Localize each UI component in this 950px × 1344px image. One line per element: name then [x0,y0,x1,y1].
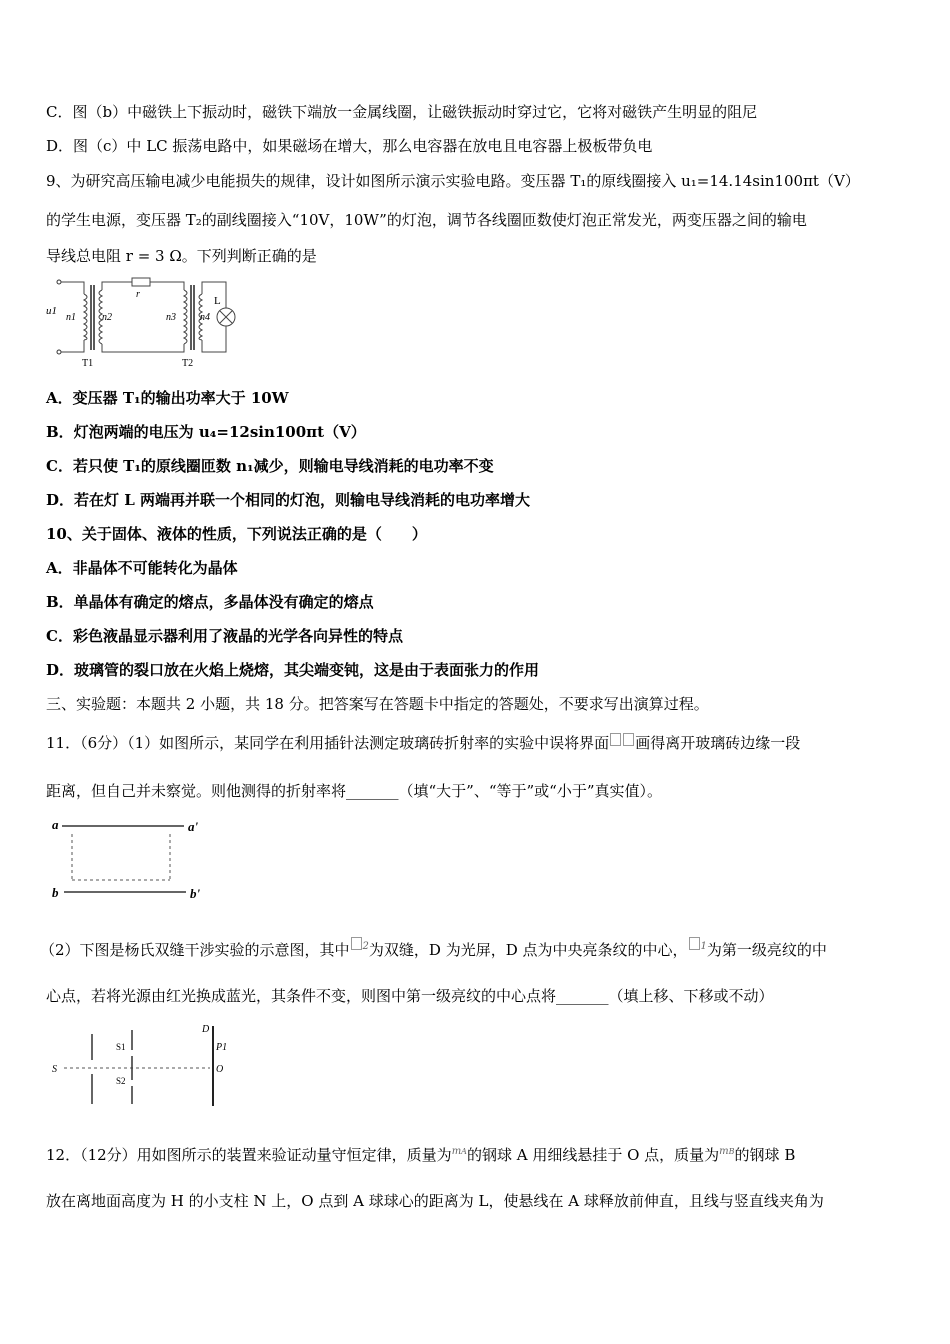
question-11-part-2-line-2: 心点，若将光源由红光换成蓝光，其条件不变，则图中第一级亮纹的中心点将_______（填上移、下移或不动） [46,987,774,1005]
question-11-part-2-line-1 [40,937,827,960]
label-a: a [52,817,59,832]
glyph-sub-a: A [461,1147,467,1156]
question-12-text-2: 的钢球 A 用细线悬挂于 O 点，质量为 [466,1146,720,1164]
question-9-line-1: 9、为研究高压输电减少电能损失的规律，设计如图所示演示实验电路。变压器 T₁的原线圈接入 u₁=14.14sin100πt（V） [46,172,860,190]
question-9-line-3: 导线总电阻 r = 3 Ω。下列判断正确的是 [46,247,317,265]
glyph-m-a: m [451,1146,462,1157]
question-10-option-c: C．彩色液晶显示器利用了液晶的光学各向异性的特点 [46,627,403,645]
placeholder-glyph [689,937,700,950]
question-11-text-1: 11．（6分）（1）如图所示，某同学在利用插针法测定玻璃砖折射率的实验中误将界面 [46,734,610,752]
label-t2: T2 [182,358,194,369]
label-s1: S1 [116,1042,126,1052]
label-n3: n3 [166,312,176,323]
question-10-option-a: A．非晶体不可能转化为晶体 [46,559,238,577]
placeholder-glyph [623,733,634,746]
question-11-text-2: 画得离开玻璃砖边缘一段 [635,734,801,752]
label-o: O [216,1064,224,1075]
transformer-circuit-figure [44,270,244,370]
label-t1: T1 [82,358,94,369]
glyph-sub-b: B [728,1147,735,1156]
question-12-line-1 [46,1142,795,1165]
label-b-prime: b' [190,886,201,901]
question-9-option-b: B．灯泡两端的电压为 u₄=12sin100πt（V） [46,423,366,441]
label-s: S [52,1064,57,1075]
option-d-lc-circuit: D．图（c）中 LC 振荡电路中，如果磁场在增大，那么电容器在放电且电容器上极板带负电 [46,137,653,155]
question-9-option-d: D．若在灯 L 两端再并联一个相同的灯泡，则输电导线消耗的电功率增大 [46,491,531,509]
label-a-prime: a' [188,819,199,834]
label-n4: n4 [200,312,210,323]
glyph-m-b: m [719,1146,729,1157]
question-12-line-2: 放在离地面高度为 H 的小支柱 N 上，O 点到 A 球球心的距离为 L，使悬线在 A 球释放前伸直，且线与竖直线夹角为 [46,1192,824,1210]
label-p1: P1 [216,1042,228,1053]
question-11-part-2-text-1: （2）下图是杨氏双缝干涉实验的示意图，其中 [40,941,350,959]
question-12-text-1: 12．（12分）用如图所示的装置来验证动量守恒定律，质量为 [46,1146,452,1164]
section-3-heading: 三、实验题：本题共 2 小题，共 18 分。把答案写在答题卡中指定的答题处，不要求写出演算过程。 [46,695,709,713]
label-d: D [202,1024,210,1035]
question-10-option-b: B．单晶体有确定的熔点，多晶体没有确定的熔点 [46,593,374,611]
question-9-option-a: A．变压器 T₁的输出功率大于 10W [46,389,289,407]
question-9-line-2: 的学生电源，变压器 T₂的副线圈接入“10V，10W”的灯泡，调节各线圈匝数使灯泡正常发光，两变压器之间的输电 [46,211,807,229]
label-r: r [136,289,140,300]
question-11-part-2-text-2: 为双缝，D 为光屏，D 点为中央亮条纹的中心， [368,941,688,959]
glyph-subscript-1: 1 [700,941,707,952]
label-lamp: L [214,295,221,307]
glyph-subscript-2: 2 [362,941,369,952]
double-slit-figure [48,1016,238,1108]
option-c-magnet: C．图（b）中磁铁上下振动时，磁铁下端放一金属线圈，让磁铁振动时穿过它，它将对磁铁产生明显的阻尼 [46,103,758,121]
label-b: b [52,885,59,900]
glass-brick-figure [46,812,216,904]
question-11-part-2-text-3: 为第一级亮纹的中 [706,941,827,959]
question-12-text-3: 的钢球 B [734,1146,796,1164]
label-s2: S2 [116,1076,126,1086]
placeholder-glyph [351,937,362,950]
question-11-line-2: 距离，但自己并未察觉。则他测得的折射率将_______（填“大于”、“等于”或“小于”真实值）。 [46,782,663,800]
question-11-line-1 [46,733,800,753]
label-n1: n1 [66,312,76,323]
question-9-option-c: C．若只使 T₁的原线圈匝数 n₁减少，则输电导线消耗的电功率不变 [46,457,494,475]
question-10-option-d: D．玻璃管的裂口放在火焰上烧熔，其尖端变钝，这是由于表面张力的作用 [46,661,540,679]
label-u1: u1 [46,305,57,317]
label-n2: n2 [102,312,112,323]
question-10-stem: 10、关于固体、液体的性质，下列说法正确的是（ ） [46,525,427,543]
placeholder-glyph [610,733,621,746]
